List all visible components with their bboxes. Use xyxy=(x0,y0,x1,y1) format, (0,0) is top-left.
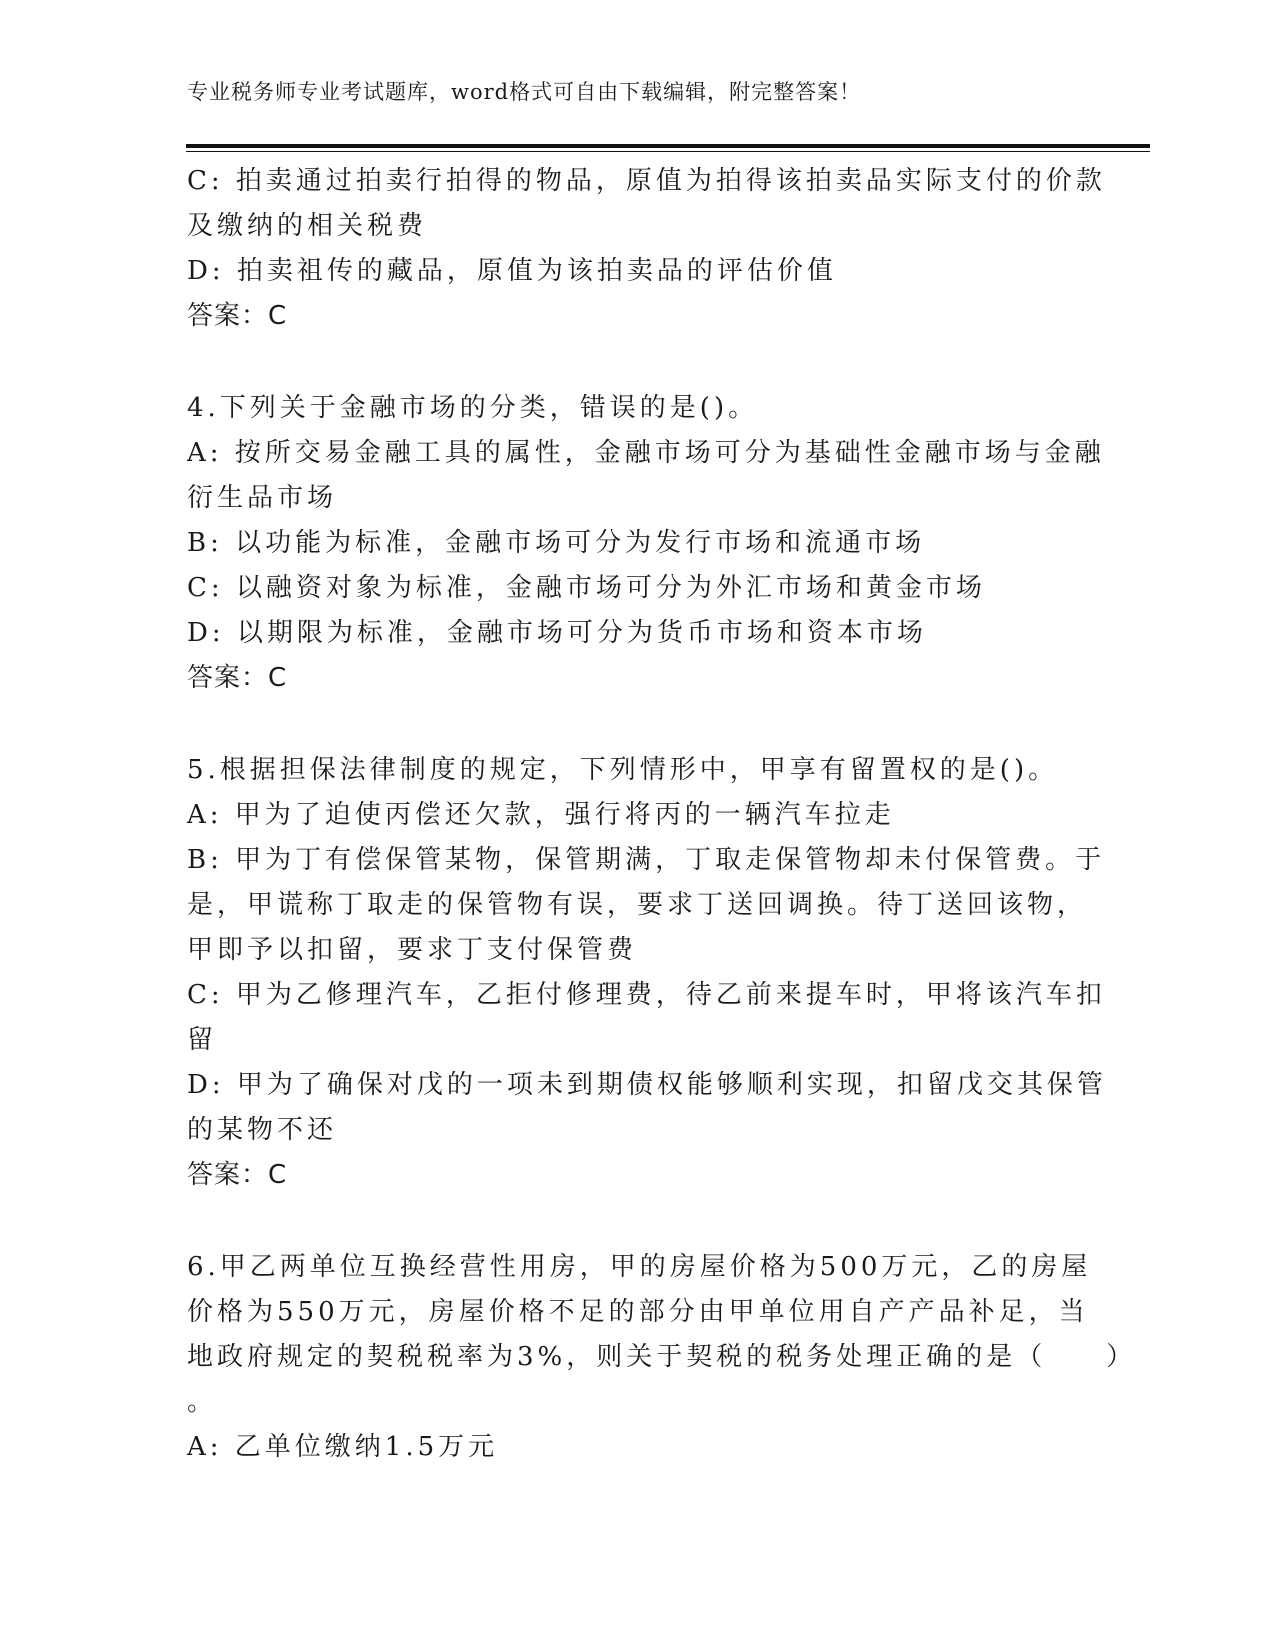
question-stem: 5.根据担保法律制度的规定，下列情形中，甲享有留置权的是()。 xyxy=(187,755,1059,785)
question-stem: 地政府规定的契税税率为3%，则关于契税的税务处理正确的是（ ） xyxy=(187,1342,1137,1372)
question-block xyxy=(187,1245,1137,1470)
page-header: 专业税务师专业考试题库，word格式可自由下载编辑，附完整答案！ xyxy=(187,80,862,104)
option-line: C: 拍卖通过拍卖行拍得的物品，原值为拍得该拍卖品实际支付的价款 xyxy=(187,166,1106,196)
option-line: D: 以期限为标准，金融市场可分为货币市场和资本市场 xyxy=(187,618,927,648)
block-spacer xyxy=(187,701,1087,748)
option-line: A: 乙单位缴纳1.5万元 xyxy=(187,1432,499,1462)
question-stem: 。 xyxy=(187,1387,218,1417)
option-line: C: 以融资对象为标准，金融市场可分为外汇市场和黄金市场 xyxy=(187,573,986,603)
option-line: B: 甲为丁有偿保管某物，保管期满，丁取走保管物却未付保管费。于 xyxy=(187,845,1106,875)
option-line: 是，甲谎称丁取走的保管物有误，要求丁送回调换。待丁送回该物， xyxy=(187,890,1088,920)
document-body xyxy=(187,159,1137,1470)
header-rule-thick xyxy=(186,144,1150,148)
option-line: 及缴纳的相关税费 xyxy=(187,211,428,241)
answer-line: 答案：C xyxy=(187,663,288,693)
option-line: 衍生品市场 xyxy=(187,483,338,513)
answer-line: 答案：C xyxy=(187,1160,288,1190)
question-block xyxy=(187,386,1105,701)
question-stem: 4.下列关于金融市场的分类，错误的是()。 xyxy=(187,393,759,423)
question-stem: 价格为550万元，房屋价格不足的部分由甲单位用自产产品补足，当 xyxy=(187,1297,1089,1327)
question-block xyxy=(187,159,1106,339)
answer-line: 答案：C xyxy=(187,301,288,331)
header-rule-thin xyxy=(186,151,1150,152)
option-line: A: 甲为了迫使丙偿还欠款，强行将丙的一辆汽车拉走 xyxy=(187,800,895,830)
question-stem: 6.甲乙两单位互换经营性用房，甲的房屋价格为500万元，乙的房屋 xyxy=(187,1252,1092,1282)
block-spacer xyxy=(187,1198,1087,1245)
option-line: 的某物不还 xyxy=(187,1115,338,1145)
option-line: C: 甲为乙修理汽车，乙拒付修理费，待乙前来提车时，甲将该汽车扣 xyxy=(187,980,1106,1010)
option-line: D: 拍卖祖传的藏品，原值为该拍卖品的评估价值 xyxy=(187,256,837,286)
option-line: 留 xyxy=(187,1025,218,1055)
question-block xyxy=(187,748,1107,1198)
block-spacer xyxy=(187,339,1087,386)
option-line: 甲即予以扣留，要求丁支付保管费 xyxy=(187,935,638,965)
option-line: D: 甲为了确保对戊的一项未到期债权能够顺利实现，扣留戊交其保管 xyxy=(187,1070,1107,1100)
option-line: A: 按所交易金融工具的属性，金融市场可分为基础性金融市场与金融 xyxy=(187,438,1105,468)
option-line: B: 以功能为标准，金融市场可分为发行市场和流通市场 xyxy=(187,528,926,558)
